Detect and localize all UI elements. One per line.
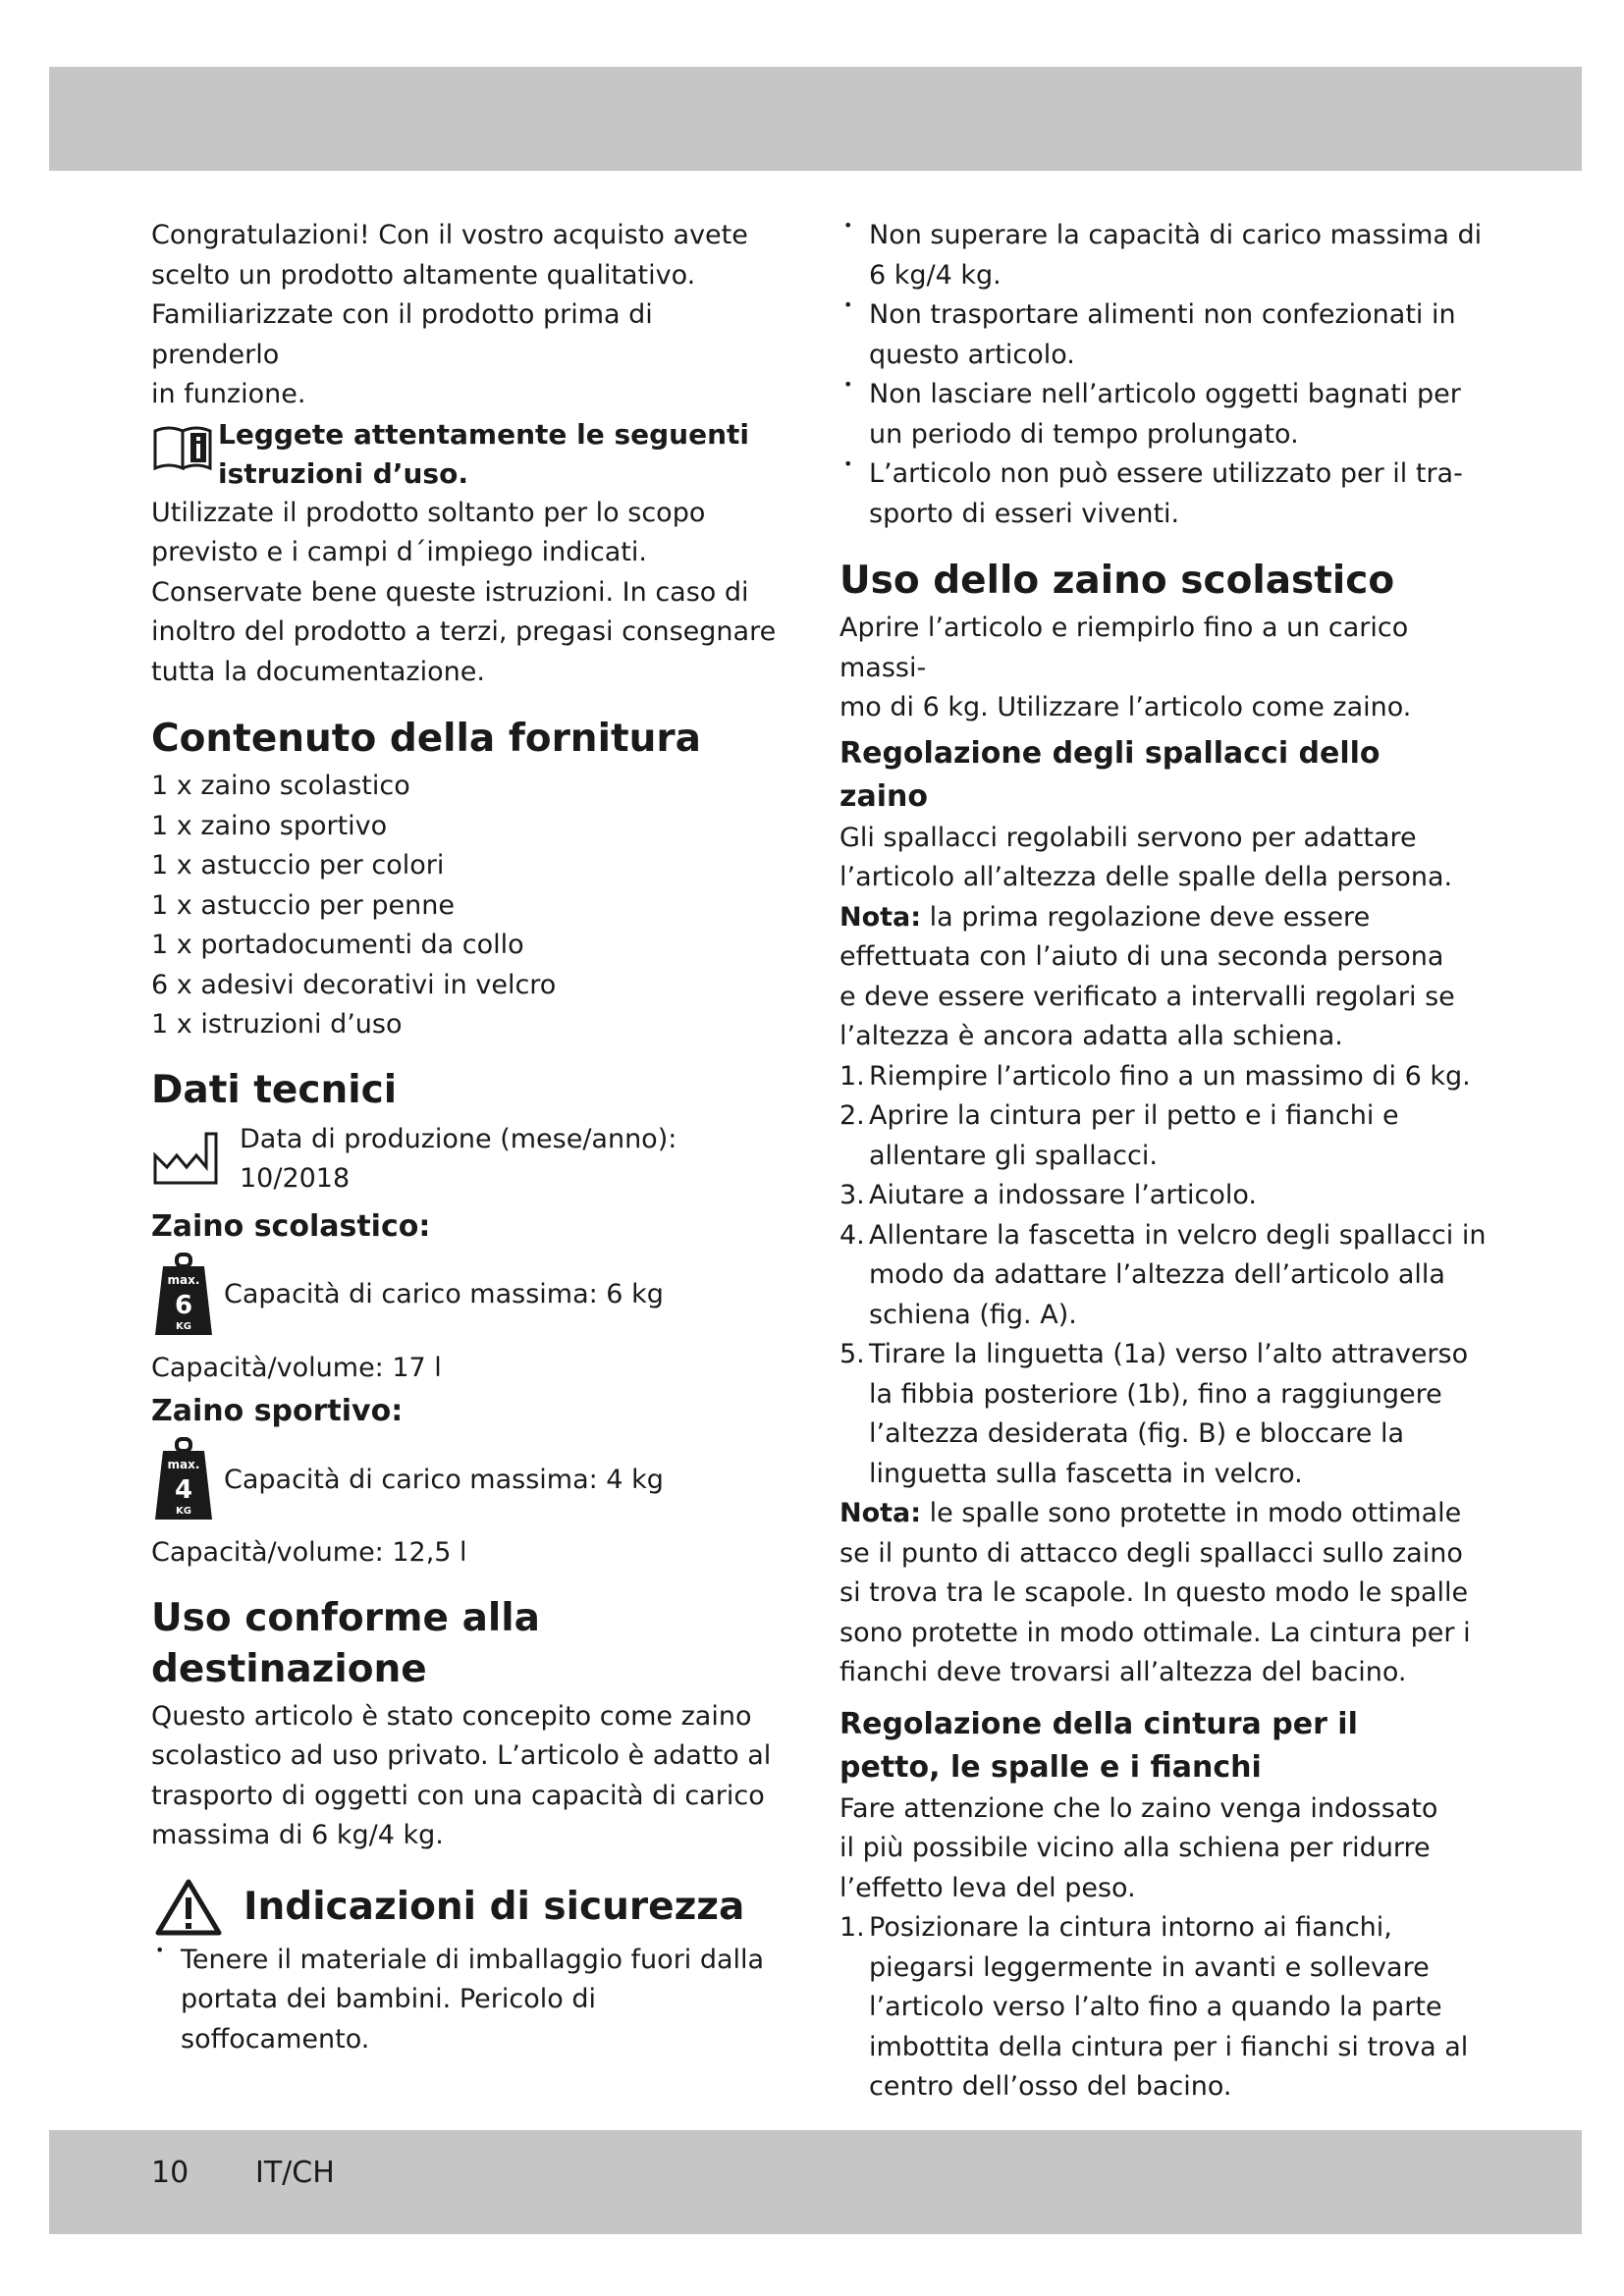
safety-bullet — [839, 375, 1488, 454]
step-item — [839, 1176, 1488, 1216]
school-capacity: Capacità di carico massima: 6 kg — [224, 1279, 664, 1310]
text-line: se il punto di attacco degli spallacci sullo zaino — [839, 1537, 1463, 1569]
school-heading: Zaino scolastico: — [151, 1208, 431, 1244]
max-weight-icon — [151, 1253, 216, 1339]
text-line: l’articolo verso l’alto fino a quando la parte — [869, 1992, 1442, 2022]
info-note-line: istruzioni d’uso. — [218, 456, 468, 490]
belt-heading: petto, le spalle e i fianchi — [839, 1749, 1262, 1785]
max-value: 4 — [174, 1475, 193, 1505]
text-line: trasporto di oggetti con una capacità di carico — [151, 1780, 765, 1811]
text-line: Aiutare a indossare l’articolo. — [869, 1180, 1258, 1210]
text-line: Utilizzate il prodotto soltanto per lo scopo — [151, 497, 706, 528]
text-line: l’altezza è ancora adatta alla schiena. — [839, 1021, 1343, 1051]
text-line: schiena (fig. A). — [869, 1299, 1077, 1330]
intended-text — [151, 1697, 780, 1856]
page-number: 10 — [151, 2156, 189, 2190]
warning-triangle-icon — [155, 1878, 222, 1937]
text-line: l’articolo all’altezza delle spalle della persona. — [839, 862, 1453, 892]
left-column — [151, 216, 780, 2059]
text-line: questo articolo. — [869, 339, 1075, 370]
info-note-line: Leggete attentamente le seguenti — [218, 417, 749, 451]
sport-capacity-row — [151, 1437, 780, 1523]
text-line: allentare gli spallacci. — [869, 1140, 1158, 1171]
safety-bullet — [839, 454, 1488, 534]
step-item — [839, 1908, 1488, 2108]
text-line: portata dei bambini. Pericolo di soffocamento. — [181, 1984, 596, 2055]
max-value: 6 — [174, 1290, 193, 1320]
contents-list — [151, 767, 780, 1045]
text-line: previsto e i campi d´impiego indicati. — [151, 537, 647, 567]
text-line: si trova tra le scapole. In questo modo le spalle — [839, 1577, 1469, 1608]
right-column — [839, 216, 1488, 2108]
text-line: piegarsi leggermente in avanti e sollevare — [869, 1951, 1430, 1983]
text-line: sporto di esseri viventi. — [869, 498, 1180, 529]
text-line: Posizionare la cintura intorno ai fianchi, — [869, 1912, 1392, 1943]
step-number: 4. — [839, 1219, 865, 1251]
straps-heading: Regolazione degli spallacci dello — [839, 735, 1380, 771]
contents-heading: Contenuto della fornitura — [151, 717, 701, 761]
text-line: Riempire l’articolo fino a un massimo di 6 kg. — [869, 1060, 1471, 1092]
text-line: centro dell’osso del bacino. — [869, 2071, 1232, 2102]
note-2 — [839, 1494, 1488, 1693]
text-line: • Non lasciare nell’articolo oggetti bagnati per — [869, 379, 1461, 409]
sport-capacity: Capacità di carico massima: 4 kg — [224, 1464, 664, 1495]
text-line — [839, 1494, 1488, 1534]
list-item: 1 x zaino scolastico — [151, 771, 410, 801]
usage-notes — [151, 494, 780, 693]
use-text — [839, 609, 1488, 728]
text-line: Tirare la linguetta (1a) verso l’alto attraverso — [869, 1339, 1469, 1369]
school-volume: Capacità/volume: 17 l — [151, 1352, 442, 1383]
text-line: l’altezza desiderata (fig. B) e bloccare la — [869, 1418, 1405, 1449]
note-text: le spalle sono protette in modo ottimale — [921, 1498, 1462, 1528]
text-line: Aprire la cintura per il petto e i fianchi e — [869, 1100, 1399, 1131]
text-line: Allentare la fascetta in velcro degli spallacci in — [869, 1219, 1487, 1251]
intro-text — [151, 216, 780, 415]
sport-volume: Capacità/volume: 12,5 l — [151, 1537, 467, 1568]
text-line: • Non superare la capacità di carico massima di — [869, 220, 1483, 250]
list-item: 1 x istruzioni d’uso — [151, 1009, 403, 1040]
text-line: scolastico ad uso privato. L’articolo è adatto al — [151, 1740, 772, 1771]
use-heading: Uso dello zaino scolastico — [839, 559, 1395, 603]
text-line: • Tenere il materiale di imballaggio fuori dalla — [181, 1944, 765, 1975]
note-label: Nota: — [839, 901, 922, 933]
text-line: Familiarizzate con il prodotto prima di prenderlo — [151, 299, 653, 370]
school-capacity-row — [151, 1253, 780, 1339]
max-label: max. — [167, 1272, 200, 1287]
safety-bullet — [151, 1941, 780, 2060]
text-line: l’effetto leva del peso. — [839, 1872, 1136, 1903]
text-line: imbottita della cintura per i fianchi si trova al — [869, 2031, 1469, 2062]
text-line: Conservate bene queste istruzioni. In caso di — [151, 576, 749, 608]
text-line: massima di 6 kg/4 kg. — [151, 1820, 444, 1850]
text-line — [839, 898, 1488, 938]
list-item: 1 x zaino sportivo — [151, 810, 388, 841]
step-item — [839, 1216, 1488, 1336]
sport-heading: Zaino sportivo: — [151, 1394, 404, 1428]
step-number: 3. — [839, 1180, 865, 1210]
note-text: la prima regolazione deve essere — [921, 901, 1371, 933]
header-bar — [49, 67, 1582, 171]
production-value: 10/2018 — [240, 1163, 351, 1194]
max-unit: KG — [176, 1320, 191, 1332]
list-item: 6 x adesivi decorativi in velcro — [151, 969, 557, 1000]
info-note — [151, 415, 780, 494]
intended-heading: Uso conforme alla — [151, 1595, 540, 1640]
step-number: 2. — [839, 1100, 865, 1131]
intended-heading: destinazione — [151, 1646, 427, 1691]
max-unit: KG — [176, 1506, 191, 1517]
text-line: • L’articolo non può essere utilizzato per il tra- — [869, 458, 1463, 489]
info-book-icon — [151, 419, 218, 474]
list-item: 1 x astuccio per penne — [151, 889, 455, 921]
safety-bullet — [839, 295, 1488, 375]
text-line: in funzione. — [151, 379, 306, 409]
list-item: 1 x astuccio per colori — [151, 850, 445, 881]
text-line: modo da adattare l’altezza dell’articolo alla — [869, 1259, 1445, 1290]
belt-heading: Regolazione della cintura per il — [839, 1706, 1358, 1741]
step-item — [839, 1057, 1488, 1097]
text-line: • Non trasportare alimenti non confezionati in — [869, 299, 1456, 330]
straps-heading: zaino — [839, 778, 928, 814]
production-date — [151, 1120, 780, 1200]
text-line: Congratulazioni! Con il vostro acquisto avete — [151, 220, 748, 250]
text-line: un periodo di tempo prolungato. — [869, 418, 1299, 450]
text-line: scelto un prodotto altamente qualitativo. — [151, 259, 696, 291]
step-number: 5. — [839, 1339, 865, 1369]
text-line: tutta la documentazione. — [151, 656, 485, 687]
text-line: Aprire l’articolo e riempirlo fino a un carico massi- — [839, 613, 1409, 683]
text-line: linguetta sulla fascetta in velcro. — [869, 1458, 1303, 1489]
step-item — [839, 1096, 1488, 1176]
text-line: Fare attenzione che lo zaino venga indossato — [839, 1792, 1438, 1824]
text-line: inoltro del prodotto a terzi, pregasi consegnare — [151, 616, 777, 647]
text-line: effettuata con l’aiuto di una seconda persona — [839, 941, 1444, 972]
text-line: la fibbia posteriore (1b), fino a raggiungere — [869, 1378, 1442, 1410]
factory-icon — [151, 1128, 222, 1191]
text-line: fianchi deve trovarsi all’altezza del bacino. — [839, 1657, 1407, 1687]
tech-heading: Dati tecnici — [151, 1067, 398, 1112]
straps-text — [839, 819, 1488, 898]
text-line: sono protette in modo ottimale. La cintura per i — [839, 1617, 1471, 1648]
text-line: Questo articolo è stato concepito come zaino — [151, 1700, 752, 1732]
text-line: e deve essere verificato a intervalli regolari se — [839, 981, 1455, 1012]
belt-text — [839, 1789, 1488, 1909]
production-label: Data di produzione (mese/anno): — [240, 1123, 677, 1154]
step-number: 1. — [839, 1060, 865, 1092]
steps-list — [839, 1057, 1488, 1495]
text-line: 6 kg/4 kg. — [869, 259, 1001, 291]
safety-heading-row — [151, 1878, 780, 1937]
safety-heading: Indicazioni di sicurezza — [244, 1884, 745, 1929]
note-label: Nota: — [839, 1498, 922, 1528]
note-1 — [839, 898, 1488, 1057]
max-weight-icon — [151, 1437, 216, 1523]
step-number: 1. — [839, 1912, 865, 1943]
step-item — [839, 1335, 1488, 1494]
text-line: il più possibile vicino alla schiena per ridurre — [839, 1833, 1431, 1863]
locale-label: IT/CH — [255, 2156, 335, 2190]
text-line: Gli spallacci regolabili servono per adattare — [839, 822, 1417, 853]
text-line: mo di 6 kg. Utilizzare l’articolo come zaino. — [839, 692, 1412, 722]
max-label: max. — [167, 1458, 200, 1471]
safety-bullet — [839, 216, 1488, 295]
list-item: 1 x portadocumenti da collo — [151, 930, 524, 960]
